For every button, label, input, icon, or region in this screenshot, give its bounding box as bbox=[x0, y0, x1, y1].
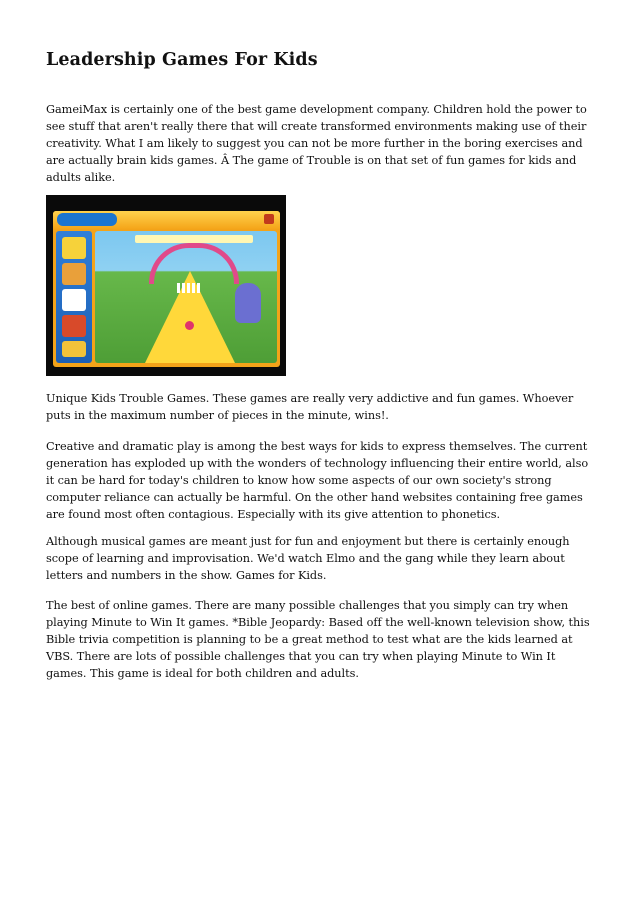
sidebar-game-thumbnail bbox=[62, 289, 86, 311]
bowling-ball bbox=[185, 321, 194, 330]
game-logo bbox=[57, 213, 117, 226]
bowling-scene bbox=[95, 231, 277, 363]
paragraph-4: Although musical games are meant just for fun and enjoyment but there is certainly enough scope of learning and improvisation. We'd watch Elmo and the gang while they learn about letters and numbers in the show. Games for Kids. bbox=[46, 535, 570, 582]
sidebar-game-thumbnail bbox=[62, 341, 86, 357]
paragraph-3: Creative and dramatic play is among the best ways for kids to express themselves. The current generation has exploded up with the wonders of technology influencing their entire world, also it can be hard for today's children to know how some aspects of our own society's strong computer reliance can actually be harmful. On the other hand websites containing free games are found most often contagious. Especially with its give attention to phonetics. bbox=[46, 440, 589, 521]
game-sidebar bbox=[56, 231, 92, 363]
close-icon bbox=[264, 214, 274, 224]
game-screenshot-image bbox=[46, 195, 286, 376]
page-title: Leadership Games For Kids bbox=[46, 50, 318, 70]
sidebar-game-thumbnail bbox=[62, 263, 86, 285]
cartoon-character bbox=[235, 283, 261, 323]
sidebar-game-thumbnail bbox=[62, 315, 86, 337]
bowling-pins bbox=[177, 283, 201, 293]
paragraph-1: GameiMax is certainly one of the best game development company. Children hold the power to see stuff that aren't really there that will create transformed environments making use of their creativity. What I am likely to suggest you can not be more further in the boring exercises and are actually brain kids games. Â The game of Trouble is on that set of fun games for kids and adults alike. bbox=[46, 103, 587, 184]
paragraph-2: Unique Kids Trouble Games. These games are really very addictive and fun games. Whoever puts in the maximum number of pieces in the minute, wins!. bbox=[46, 392, 574, 422]
game-header-bar bbox=[53, 211, 280, 229]
game-window bbox=[53, 211, 280, 367]
sidebar-game-thumbnail bbox=[62, 237, 86, 259]
paragraph-5: The best of online games. There are many possible challenges that you simply can try when playing Minute to Win It games. *Bible Jeopardy: Based off the well-known television show, this Bible trivia competition is planning to be a great method to test what are the kids learned at VBS. There are lots of possible challenges that you can try when playing Minute to Win It games. This game is ideal for both children and adults. bbox=[46, 599, 590, 680]
score-bar bbox=[135, 235, 253, 243]
